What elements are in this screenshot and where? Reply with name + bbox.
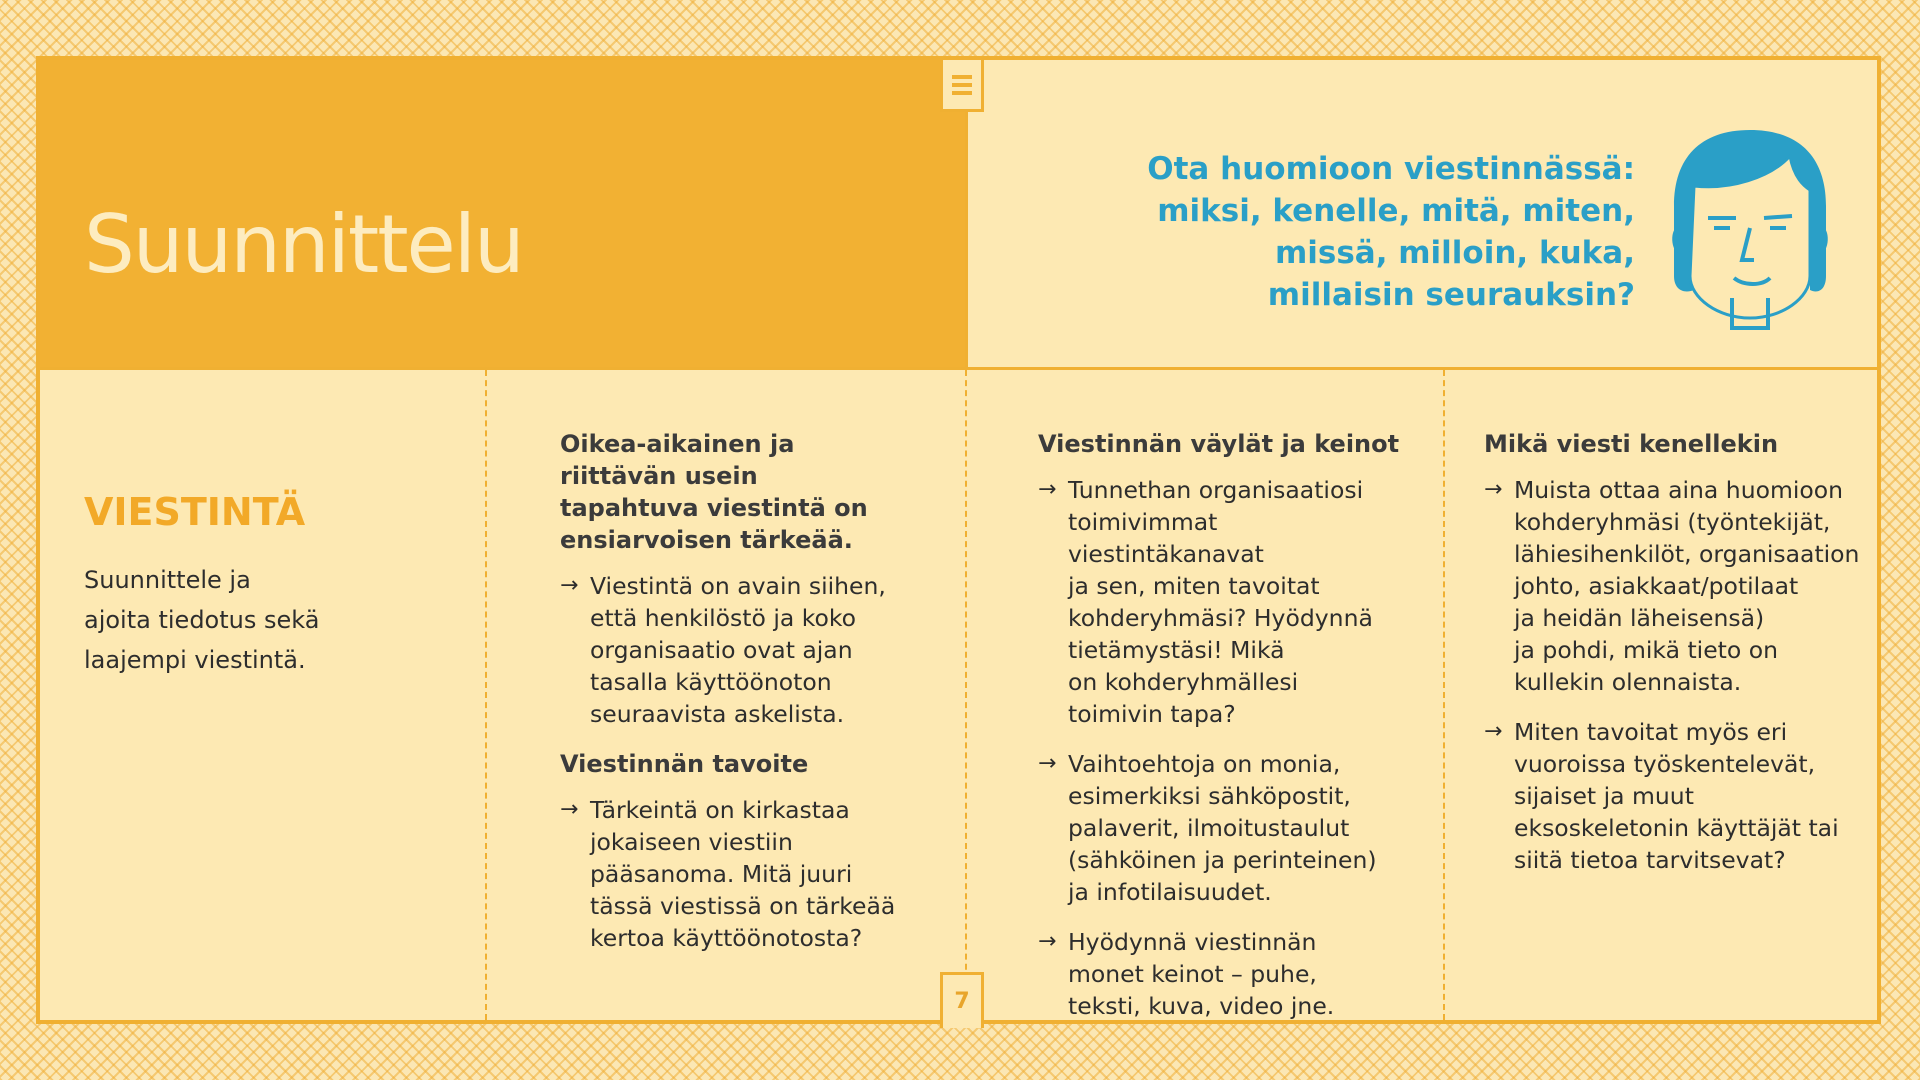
arrow-right-icon: → bbox=[1038, 477, 1057, 502]
bullet-text: Vaihtoehtoja on monia, esimerkiksi sähköpostit, palaverit, ilmoitustaulut (sähköinen ja perinteinen) ja infotilaisuudet. bbox=[1068, 750, 1377, 906]
bullet-item bbox=[1484, 716, 1864, 876]
arrow-right-icon: → bbox=[1038, 929, 1057, 954]
column-divider-2 bbox=[965, 370, 967, 1020]
bullet-item bbox=[1038, 474, 1418, 730]
bullet-text: Tärkeintä on kirkastaa jokaiseen viestiin pääsanoma. Mitä juuri tässä viestissä on tärkeää kertoa käyttöönotosta? bbox=[590, 796, 896, 952]
section-description: Suunnittele ja ajoita tiedotus sekä laajempi viestintä. bbox=[84, 566, 320, 674]
question-line-4: millaisin seurauksin? bbox=[1267, 277, 1635, 313]
reminder-question bbox=[1147, 148, 1635, 316]
column-heading: Mikä viesti kenellekin bbox=[1484, 430, 1779, 458]
bullet-text: Muista ottaa aina huomioon kohderyhmäsi (työntekijät, lähiesihenkilöt, organisaation johto, asiakkaat/potilaat ja heidän läheisensä) ja pohdi, mikä tieto on kullekin olennaista. bbox=[1514, 476, 1860, 696]
column-divider-1 bbox=[485, 370, 487, 1020]
bullet-text: Hyödynnä viestinnän monet keinot – puhe, teksti, kuva, video jne. bbox=[1068, 928, 1335, 1020]
column-subheading: Viestinnän tavoite bbox=[560, 750, 809, 778]
question-line-1: Ota huomioon viestinnässä: bbox=[1147, 151, 1635, 187]
column-audiences bbox=[1484, 428, 1864, 894]
question-line-3: missä, milloin, kuka, bbox=[1274, 235, 1635, 271]
title-banner bbox=[40, 60, 965, 367]
column-divider-3 bbox=[1443, 370, 1445, 1020]
header-bottom-rule bbox=[40, 367, 1877, 370]
page-title: Suunnittelu bbox=[84, 198, 523, 291]
arrow-right-icon: → bbox=[560, 573, 579, 598]
question-line-2: miksi, kenelle, mitä, miten, bbox=[1157, 193, 1635, 229]
bullet-text: Tunnethan organisaatiosi toimivimmat viestintäkanavat ja sen, miten tavoitat kohderyhmäsi? Hyödynnä tietämystäsi! Mikä on kohderyhmällesi toimivin tapa? bbox=[1068, 476, 1373, 728]
column-realtime-communication bbox=[560, 428, 900, 972]
bullet-text: Miten tavoitat myös eri vuoroissa työskentelevät, sijaiset ja muut eksoskeletonin käyttäjät tai siitä tietoa tarvitsevat? bbox=[1514, 718, 1839, 874]
arrow-right-icon: → bbox=[1484, 477, 1503, 502]
person-face-icon bbox=[1670, 126, 1830, 332]
arrow-right-icon: → bbox=[1038, 751, 1057, 776]
column-heading: Oikea-aikainen ja riittävän usein tapahtuva viestintä on ensiarvoisen tärkeää. bbox=[560, 430, 868, 554]
column-heading: Viestinnän väylät ja keinot bbox=[1038, 430, 1400, 458]
bullet-item bbox=[560, 794, 900, 954]
page-number: 7 bbox=[940, 972, 984, 1028]
arrow-right-icon: → bbox=[1484, 719, 1503, 744]
column-channels bbox=[1038, 428, 1418, 1040]
bullet-item bbox=[1038, 926, 1418, 1022]
section-title: VIESTINTÄ bbox=[84, 490, 306, 534]
bullet-item bbox=[1038, 748, 1418, 908]
bullet-item bbox=[560, 570, 900, 730]
bullet-item bbox=[1484, 474, 1864, 698]
hamburger-menu-icon[interactable] bbox=[940, 60, 984, 112]
bullet-text: Viestintä on avain siihen, että henkilöstö ja koko organisaatio ovat ajan tasalla käyttöönoton seuraavista askelista. bbox=[590, 572, 886, 728]
arrow-right-icon: → bbox=[560, 797, 579, 822]
content-card bbox=[36, 56, 1881, 1024]
